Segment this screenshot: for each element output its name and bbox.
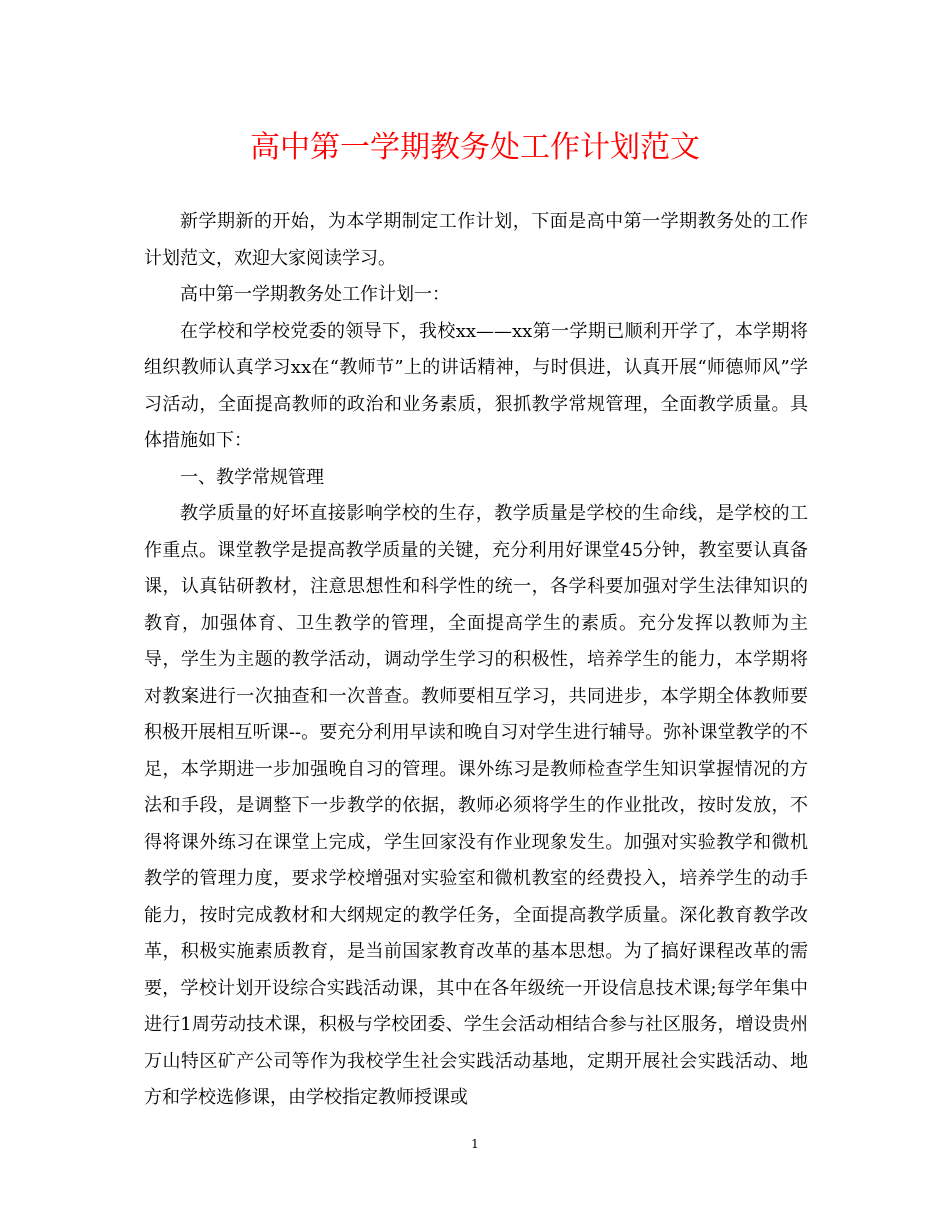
document-title: 高中第一学期教务处工作计划范文 xyxy=(250,130,700,165)
page-number: 1 xyxy=(471,1137,479,1151)
section-heading-teaching-management: 一、教学常规管理 xyxy=(180,466,324,488)
intro-paragraph: 新学期新的开始，为本学期制定工作计划，下面是高中第一学期教务处的工作计划范文，欢迎大家阅读学习。 xyxy=(144,211,808,269)
document-body xyxy=(144,204,808,1117)
teaching-management-paragraph: 教学质量的好坏直接影响学校的生存，教学质量是学校的生命线，是学校的工作重点。课堂教学是提高教学质量的关键，充分利用好课堂45分钟，教室要认真备课，认真钻研教材，注意思想性和科学性的统一，各学科要加强对学生法律知识的教育，加强体育、卫生教学的管理，全面提高学生的素质。充分发挥以教师为主导，学生为主题的教学活动，调动学生学习的积极性，培养学生的能力，本学期将对教案进行一次抽查和一次普查。教师要相互学习，共同进步，本学期全体教师要积极开展相互听课--。要充分利用早读和晚自习对学生进行辅导。弥补课堂教学的不足，本学期进一步加强晚自习的管理。课外练习是教师检查学生知识掌握情况的方法和手段，是调整下一步教学的依据，教师必须将学生的作业批改，按时发放，不得将课外练习在课堂上完成，学生回家没有作业现象发生。加强对实验教学和微机教学的管理力度，要求学校增强对实验室和微机教室的经费投入，培养学生的动手能力，按时完成教材和大纲规定的教学任务，全面提高教学质量。深化教育教学改革，积极实施素质教育，是当前国家教育改革的基本思想。为了搞好课程改革的需要，学校计划开设综合实践活动课，其中在各年级统一开设信息技术课;每学年集中进行1周劳动技术课，积极与学校团委、学生会活动相结合参与社区服务，增设贵州万山特区矿产公司等作为我校学生社会实践活动基地，定期开展社会实践活动、地方和学校选修课，由学校指定教师授课或 xyxy=(144,503,808,1108)
section-heading-plan-one: 高中第一学期教务处工作计划一： xyxy=(180,284,450,305)
overview-paragraph: 在学校和学校党委的领导下，我校xx——xx第一学期已顺利开学了，本学期将组织教师认真学习xx在“教师节”上的讲话精神，与时俱进，认真开展“师德师风”学习活动，全面提高教师的政治和业务素质，狠抓教学常规管理，全面教学质量。具体措施如下： xyxy=(144,320,808,451)
